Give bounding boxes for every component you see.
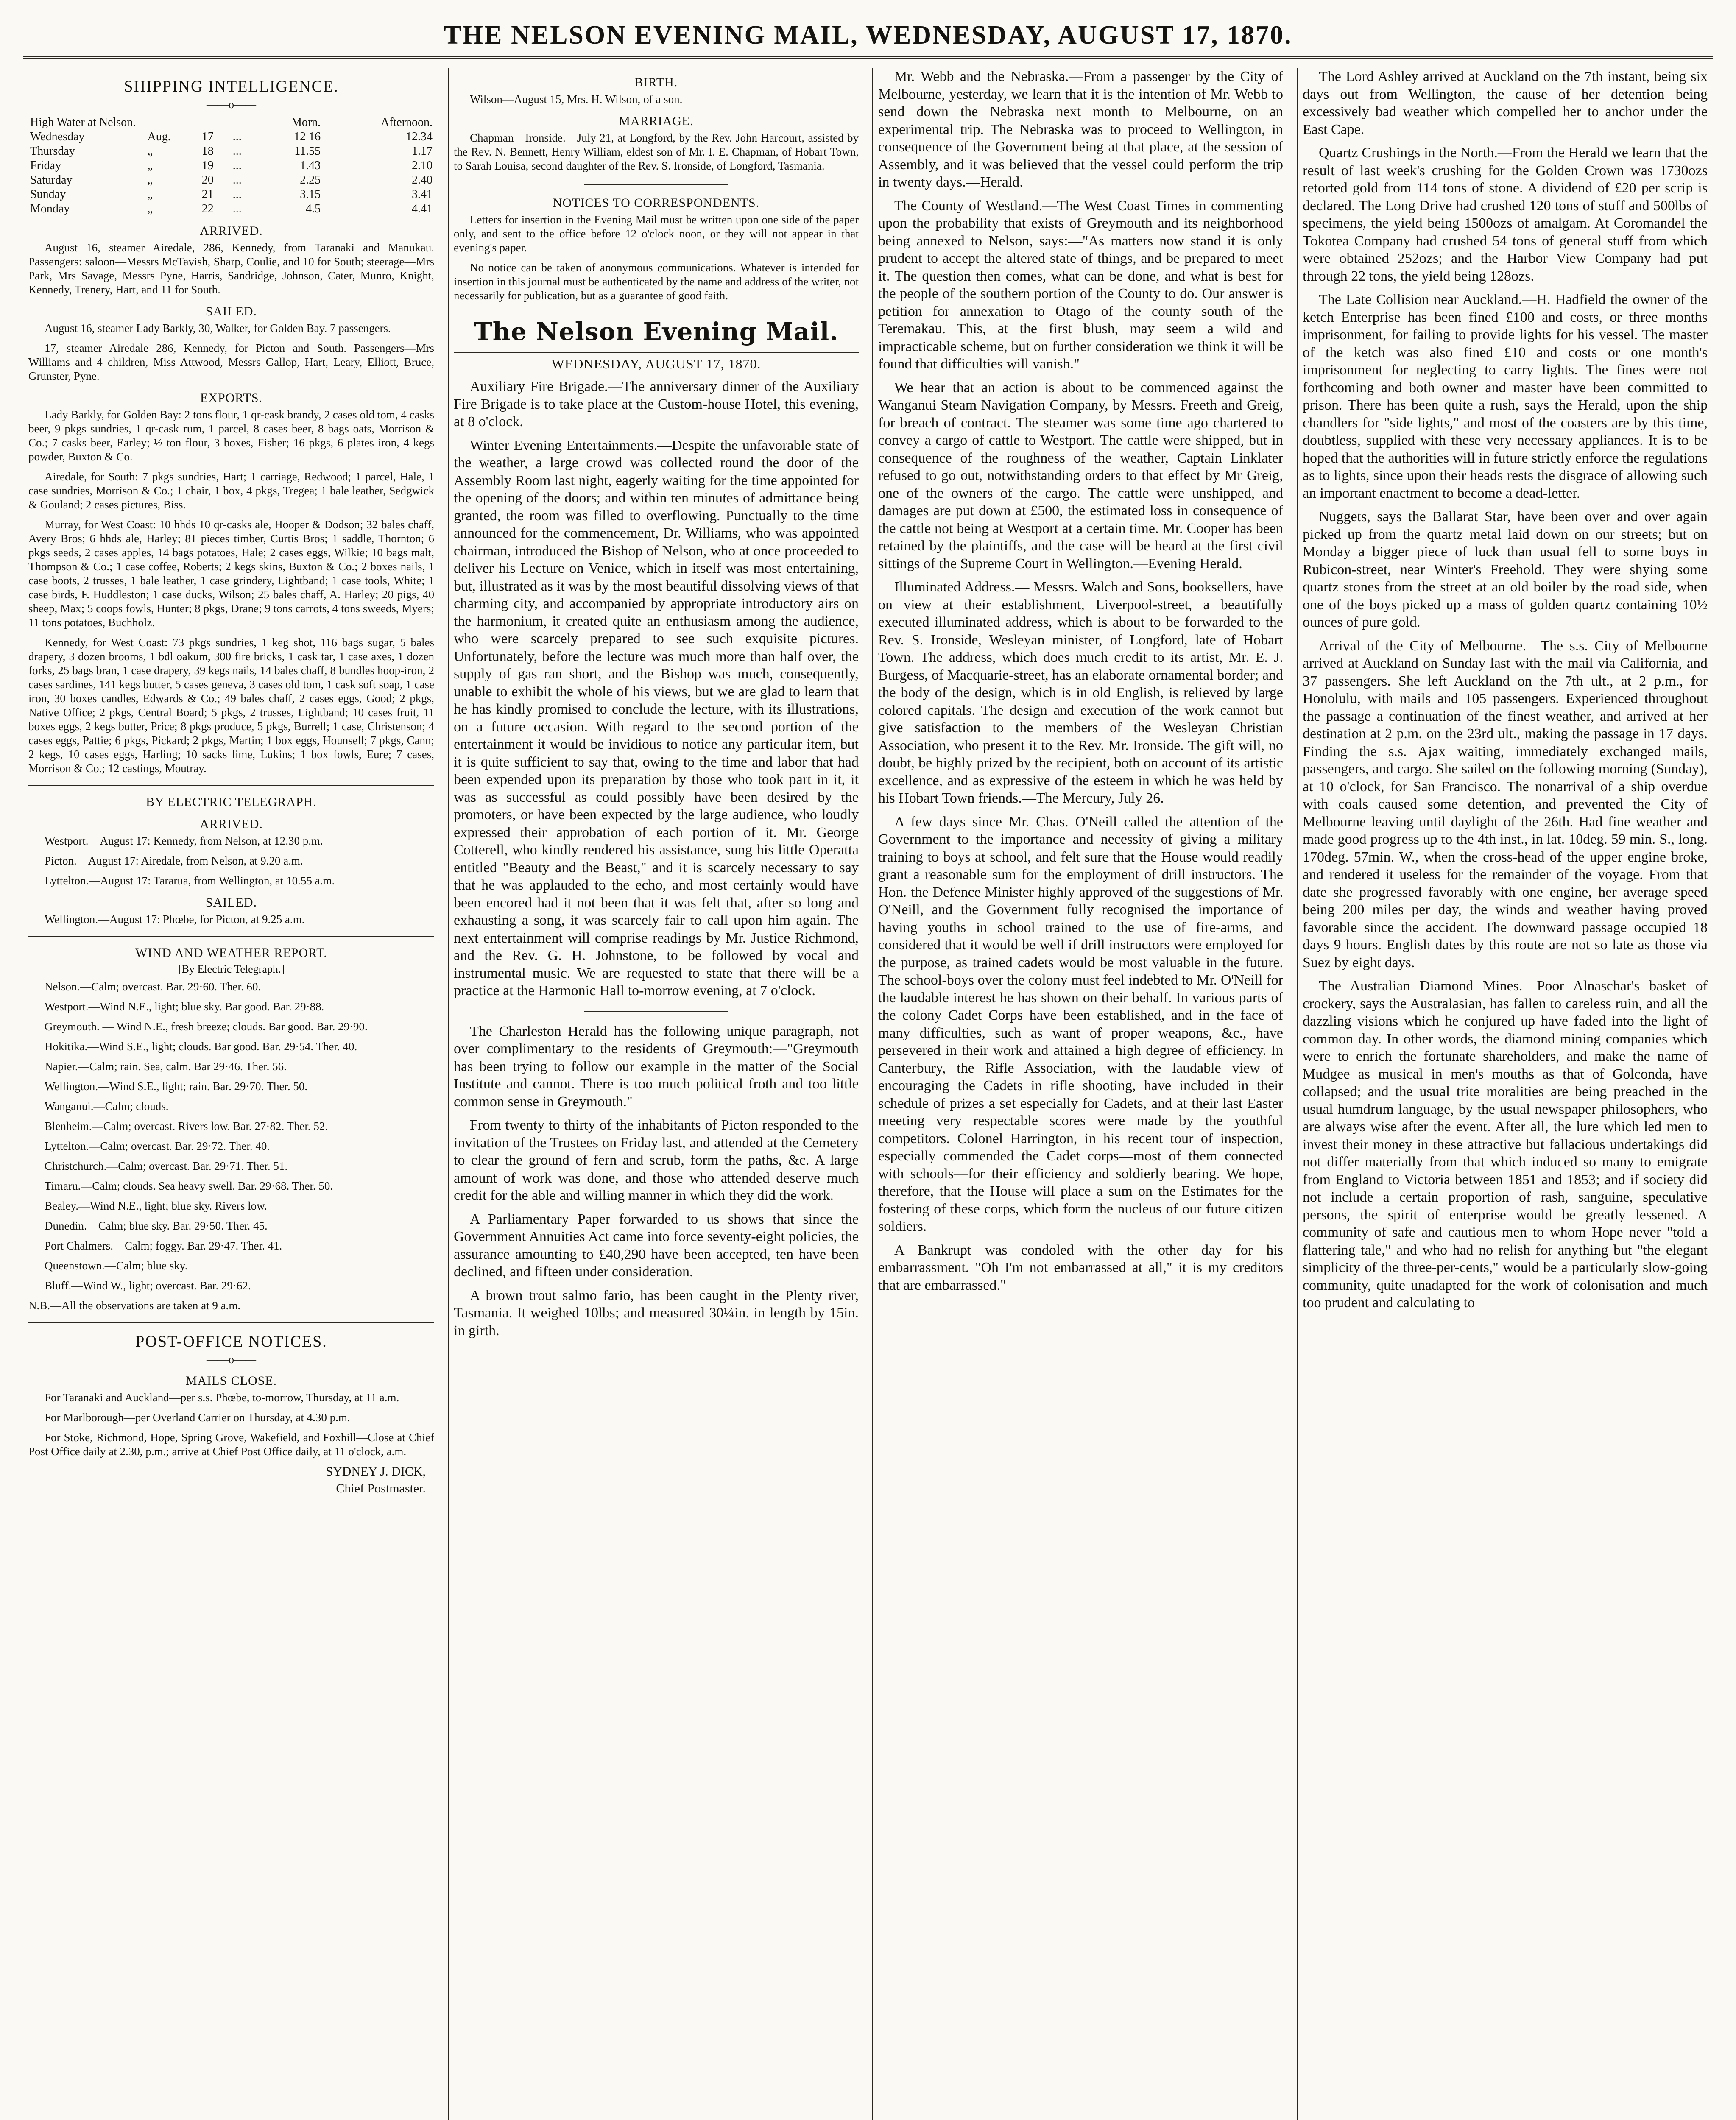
page-columns: [23, 68, 1713, 2120]
weather-title: WIND AND WEATHER REPORT.: [135, 946, 327, 960]
tide-date: 19: [201, 159, 214, 172]
tide-leader: ...: [232, 202, 242, 215]
weather-subtitle: [By Electric Telegraph.]: [178, 963, 285, 975]
weather-entry: Port Chalmers.—Calm; foggy. Bar. 29·47. Ther. 41.: [45, 1239, 282, 1252]
article-lord-ashley: The Lord Ashley arrived at Auckland on the 7th instant, being six days out from Wellington, the cause of her detention being excessively bad weather which compelled her to anchor under the East Cape.: [1303, 69, 1708, 137]
telegraph-arrived-heading: ARRIVED.: [200, 817, 263, 831]
weather-entry: Napier.—Calm; rain. Sea, calm. Bar 29·46. Ther. 56.: [45, 1060, 287, 1073]
article-parliamentary-paper: A Parliamentary Paper forwarded to us shows that since the Government Annuities Act came into force seventy-eight policies, the assurance amounting to £40,290 have been accepted, ten have been declined, and fifteen under consideration.: [454, 1211, 859, 1280]
sailed-entry: August 16, steamer Lady Barkly, 30, Walker, for Golden Bay. 7 passengers.: [45, 322, 391, 335]
telegraph-title: BY ELECTRIC TELEGRAPH.: [146, 795, 317, 809]
tide-day: Saturday: [30, 173, 73, 187]
article-diamond-mines: The Australian Diamond Mines.—Poor Alnaschar's basket of crockery, says the Australasian, has fallen to careless ruin, and all the dazzling visions which he conjured up have faded into the light of common day. In other words, the diamond mining companies which were to enrich the fortunate shareholders, and make the name of Mudgee as musical in men's mouths as that of Golconda, have collapsed; and the usual trite moralities are being preached in the usual humdrum language, by the usual newspaper philosophers, who are always wise after the event. After all, the lure which led men to invest their money in these attractive but fallacious undertakings did not differ materially from that which induced so many to emigrate from England to Victoria between 1851 and 1853; and if society did not include a certain proportion of rash, sanguine, speculative persons, the spirit of enterprise would be greatly lessened. A community of safe and cautious men to whom Hope never "told a flattering tale," and who had no relish for anything but "the elegant simplicity of the three-per-cents," would be a particularly slow-going community, quite unadapted for the work of colonisation and much too prudent and calculating to: [1303, 978, 1708, 1311]
telegraph-entry: Picton.—August 17: Airedale, from Nelson, at 9.20 a.m.: [45, 854, 303, 867]
shipping-title: SHIPPING INTELLIGENCE.: [124, 78, 339, 95]
marriage-heading: MARRIAGE.: [619, 114, 694, 128]
tide-aft: 1.17: [412, 145, 433, 158]
tide-header-label: High Water at Nelson.: [30, 116, 136, 129]
weather-entry: Hokitika.—Wind S.E., light; clouds. Bar good. Bar. 29·54. Ther. 40.: [45, 1040, 357, 1053]
tide-row: [28, 144, 434, 159]
correspondents-heading: NOTICES TO CORRESPONDENTS.: [553, 196, 760, 210]
birth-notice: Wilson—August 15, Mrs. H. Wilson, of a son.: [470, 93, 683, 106]
tide-month: „: [147, 145, 153, 158]
tide-date: 17: [201, 130, 214, 143]
weather-entry: Lyttelton.—Calm; overcast. Bar. 29·72. Ther. 40.: [45, 1140, 270, 1152]
correspondents-notice: No notice can be taken of anonymous communications. Whatever is intended for insertion in this journal must be authenticated by the name and address of the writer, not necessarily for publication, but as a guarantee of good faith.: [454, 261, 859, 302]
weather-note: N.B.—All the observations are taken at 9 a.m.: [28, 1299, 241, 1312]
tide-table: [28, 115, 434, 216]
ornament: ——o——: [207, 1353, 256, 1366]
exports-entry: Lady Barkly, for Golden Bay: 2 tons flour, 1 qr-cask brandy, 2 cases old tom, 4 casks beer, 9 pkgs sundries, 1 qr-cask rum, 1 parcel, 8 cases beer, 8 bags oats, Morrison & Co.; 7 casks beer, Earley; ½ ton flour, 3 boxes, Fisher; 16 pkgs, 6 plates iron, 4 kegs powder, Buxton & Co.: [28, 408, 434, 463]
exports-entry: Kennedy, for West Coast: 73 pkgs sundries, 1 keg shot, 116 bags sugar, 5 bales drapery, 3 dozen brooms, 1 bdl oakum, 300 fire bricks, 1 cask tar, 1 case axes, 1 dozen forks, 25 bags bran, 1 case drapery, 39 kegs nails, 14 bales chaff, 8 bundles hoop-iron, 2 cases sardines, 141 kegs butter, 5 cases geneva, 3 cases old tom, 1 cask soft soap, 1 case iron, 30 boxes candles, Edwards & Co.; 49 bales chaff, 2 cases eggs, Good; 2 pkgs, Native Office; 2 pkgs, Central Board; 5 pkgs, 2 trusses, Lightband; 10 cases fruit, 11 boxes eggs, 2 kegs butter, Price; 8 pkgs produce, 5 pkgs, Burrell; 1 case, Christenson; 4 cases eggs, Pattie; 6 pkgs, Pickard; 2 pkgs, Martin; 1 box eggs, Hounsell; 7 pkgs, Cann; 2 kegs, 10 cases eggs, Harling; 10 sacks lime, Lukins; 1 box fowls, Eure; 7 cases, Morrison & Co.; 12 castings, Moutray.: [28, 636, 434, 775]
tide-leader: ...: [232, 173, 242, 187]
arrived-text: August 16, steamer Airedale, 286, Kennedy, from Taranaki and Manukau. Passengers: saloon—Messrs McTavish, Sharp, Coulie, and 10 for South; steerage—Mrs Park, Mrs Savage, Messrs Pyne, Harris, Sandridge, Johnson, Cater, Munro, Knight, Kennedy, Trenery, Hart, and 11 for South.: [28, 241, 434, 296]
tide-month: „: [147, 188, 153, 201]
article-charleston-herald: The Charleston Herald has the following unique paragraph, not over complimentary to the residents of Greymouth:—"Greymouth has been trying to follow our example in the matter of the Social Institute and cannot. There is too much political froth and too little common sense in Greymouth.": [454, 1023, 859, 1110]
article-city-of-melbourne: Arrival of the City of Melbourne.—The s.s. City of Melbourne arrived at Auckland on Sunday last with the mail via California, and 37 passengers. She left Auckland on the 7th ult., at 2 p.m., for Honolulu, with mails and 105 passengers. Experienced throughout the passage a continuation of the finest weather, and arrived at her destination at 2 p.m. on the 23rd ult., making the passage in 17 days. Finding the s.s. Ajax waiting, immediately exchanged mails, passengers, and cargo. She sailed on the following morning (Sunday), at 10 o'clock, for San Francisco. The nonarrival of a ship overdue with coals caused some detention, and prevented the City of Melbourne leaving until daylight of the 26th. Had fine weather and made good progress up to the 4th inst., in lat. 10deg. 59 min. S., long. 170deg. 57min. W., when the cross-head of the upper engine broke, and rendered it useless for the remainder of the voyage. From that date she progressed favorably with one engine, her average speed being 200 miles per day, the winds and weather having proved favorable since the accident. The downward passage occupied 18 days 9 hours. English dates by this route are not so late as those via Suez by eight days.: [1303, 638, 1708, 971]
postmaster-name: SYDNEY J. DICK,: [326, 1464, 426, 1478]
tide-header-morn: Morn.: [291, 116, 321, 129]
tide-morn: 1.43: [300, 159, 321, 172]
article-westland: The County of Westland.—The West Coast Times in commenting upon the probability that exists of Greymouth and its neighborhood being annexed to Nelson, says:—"As matters now stand it is only prudent to accept the altered state of things, and be prepared to meet it. The question then comes, what can be done, and what is best for the people of the southern portion of the County to do. Our answer is petition for annexation to Otago of the county south of the Teremakau. This, at the first blush, may seem a wild and impracticable scheme, but on further consideration we think it will be found that difficulties will vanish.": [878, 198, 1283, 372]
weather-entry: Wellington.—Wind S.E., light; rain. Bar. 29·70. Ther. 50.: [45, 1080, 308, 1093]
tide-header-row: [28, 115, 434, 130]
tide-month: „: [147, 173, 153, 187]
weather-entry: Bealey.—Wind N.E., light; blue sky. Rivers low.: [45, 1199, 267, 1212]
article-nuggets: Nuggets, says the Ballarat Star, have been over and over again picked up from the quartz metal laid down on our streets; but on Monday a bigger piece of luck than usual fell to some boys in Rubicon-street, near Winter's Freehold. They were shying some quartz stones from the street at an old boiler by the road side, when one of the boys picked up a mass of golden quartz containing 10½ ounces of pure gold.: [1303, 509, 1708, 630]
tide-aft: 2.10: [412, 159, 433, 172]
weather-entry: Greymouth. — Wind N.E., fresh breeze; clouds. Bar good. Bar. 29·90.: [45, 1020, 368, 1033]
tide-morn: 3.15: [300, 188, 321, 201]
tide-day: Thursday: [30, 145, 75, 158]
article-winter-entertainments: Winter Evening Entertainments.—Despite the unfavorable state of the weather, a large crowd was collected round the door of the Assembly Room last night, eagerly waiting for the time appointed for the opening of the doors; and within ten minutes of admittance being granted, the room was filled to overflowing. Punctually to the time announced for the commencement, Dr. Williams, who was appointed chairman, introduced the Bishop of Nelson, who at once proceeded to deliver his Lecture on Venice, which in itself was most entertaining, but, illustrated as it was by the most beautiful dissolving views of that charming city, and accompanied by appropriate introductory airs on the harmonium, it created quite an enthusiasm among the audience, who were scarcely prepared to see such exquisite pictures. Unfortunately, before the lecture was much more than half over, the supply of gas ran short, and the Bishop was much, consequently, unable to exhibit the whole of his views, but we are glad to learn that he has kindly promised to conclude the lecture, with its illustrations, on a future occasion. With regard to the second portion of the entertainment it would be invidious to notice any particular item, but it is quite sufficient to say that, owing to the time and labor that had been expended upon its preparation by those who took part in it, it was as successful as could possibly have been desired by the promoters, or have been expected by the large audience, who loudly expressed their approbation of each portion of it. Mr. George Cotterell, who kindly rendered his assistance, sung his little Operatta entitled "Beauty and the Beast," and it is scarcely necessary to say that he was applauded to the echo, and most certainly would have been encored had it not been that it was felt that, after so long and exhausting a song, it was scarcely fair to call upon him again. The next entertainment will comprise readings by Mr. Justice Richmond, and the Rev. G. H. Johnstone, to be followed by vocal and instrumental music. We are requested to state that there will be a practice at the Harmonic Hall to-morrow evening, at 7 o'clock.: [454, 437, 859, 999]
article-drill-instructors: A few days since Mr. Chas. O'Neill called the attention of the Government to the importance and necessity of giving a military training to boys at school, and felt sure that the House would readily grant a reasonable sum for the employment of drill instructors. The Hon. the Defence Minister highly approved of the suggestions of Mr. O'Neill, and the Government fully recognised the importance of having youths in school trained to the use of fire-arms, and considered that it would be well if drill instructors were employed for the purpose, as trained cadets would be most valuable in the future. The school-boys over the colony must feel indebted to Mr. O'Neill for the laudable interest he has shown on their behalf. In various parts of the colony Cadet Corps have been established, and in the face of many difficulties, such as want of proper weapons, &c., have persevered in their work and attained a high degree of efficiency. In Canterbury, the Rifle Association, with the laudable view of encouraging the Cadets in rifle shooting, have included in their schedule of prizes a set especially for Cadets, and at their last Easter meeting very respectable scores were made by the youthful competitors. Colonel Harrington, in his recent tour of inspection, especially commended the Cadet corps—most of them connected with schools—for their efficiency and soldierly bearing. We hope, therefore, that the House will place a sum on the Estimates for the fostering of these corps, which form the nucleus of our future citizen soldiers.: [878, 814, 1283, 1234]
tide-leader: ...: [232, 159, 242, 172]
arrived-heading: ARRIVED.: [200, 224, 263, 238]
dateline: WEDNESDAY, AUGUST 17, 1870.: [454, 352, 859, 372]
tide-day: Sunday: [30, 188, 66, 201]
masthead: THE NELSON EVENING MAIL, WEDNESDAY, AUGUST 17, 1870.: [23, 17, 1713, 59]
tide-leader: ...: [232, 145, 242, 158]
tide-morn: 2.25: [300, 173, 321, 187]
paper-title: The Nelson Evening Mail.: [474, 317, 839, 346]
mail-notice: For Marlborough—per Overland Carrier on Thursday, at 4.30 p.m.: [45, 1411, 350, 1424]
post-office-title: POST-OFFICE NOTICES.: [135, 1333, 327, 1350]
telegraph-entry: Wellington.—August 17: Phœbe, for Picton, at 9.25 a.m.: [45, 913, 305, 926]
article-illuminated-address: Illuminated Address.— Messrs. Walch and Sons, booksellers, have on view at their establishment, Liverpool-street, a beautifully executed illuminated address, which is about to be forwarded to the Rev. S. Ironside, Wesleyan minister, of Longford, late of Hobart Town. The address, which does much credit to its artist, Mr. E. J. Burgess, of Macquarie-street, has an elaborate ornamental border; and the body of the design, which is in old English, is relieved by large colored capitals. The design and execution of the work cannot but give satisfaction to the members of the Wesleyan Christian Association, who present it to the Rev. Mr. Ironside. The gift will, no doubt, be highly prized by the recipient, both on account of its artistic excellence, and as expressive of the esteem in which he was held by his Hobart Town friends.—The Mercury, July 26.: [878, 579, 1283, 806]
tide-month: Aug.: [147, 130, 171, 143]
column-2: [448, 68, 864, 2120]
divider: [584, 1011, 728, 1012]
exports-entry: Murray, for West Coast: 10 hhds 10 qr-casks ale, Hooper & Dodson; 32 bales chaff, Avery Bros; 6 hhds ale, Harley; 81 pieces timber, Curtis Bros; 1 saddle, Thornton; 6 pkgs seeds, 2 cases apples, 14 bags potatoes, Hale; 2 cases eggs, Wilkie; 10 bags malt, Thompson & Co.; 1 case coffee, Roberts; 2 kegs skins, Buxton & Co.; 2 boxes nails, 1 case boots, 2 trusses, 1 bale leather, 1 case grindery, Lightband; 1 case tools, White; 1 case birds, F. Huddleston; 1 case ducks, Wilson; 25 bales chaff, A. Harley; 20 pigs, 40 sheep, Max; 5 coops fowls, Hunter; 8 pkgs, Drane; 9 tons carrots, 4 tons sweeds, Myers; 11 tons potatoes, Buchholz.: [28, 518, 434, 629]
weather-entry: Timaru.—Calm; clouds. Sea heavy swell. Bar. 29·68. Ther. 50.: [45, 1180, 333, 1192]
tide-row: [28, 187, 434, 202]
tide-row: [28, 202, 434, 216]
divider: [28, 785, 434, 786]
postmaster-title: Chief Postmaster.: [336, 1481, 426, 1495]
weather-entry: Christchurch.—Calm; overcast. Bar. 29·71. Ther. 51.: [45, 1160, 288, 1172]
tide-leader: ...: [232, 188, 242, 201]
exports-heading: EXPORTS.: [200, 391, 263, 405]
column-1: [23, 68, 439, 2120]
tide-morn: 11.55: [294, 145, 321, 158]
ornament: ——o——: [207, 98, 256, 111]
weather-entry: Queenstown.—Calm; blue sky.: [45, 1259, 188, 1272]
exports-entry: Airedale, for South: 7 pkgs sundries, Hart; 1 carriage, Redwood; 1 parcel, Hale, 1 case sundries, Morrison & Co.; 1 chair, 1 box, 4 pkgs, Tregea; 1 bale leather, Sedgwick & Gouland; 2 cases pictures, Biss.: [28, 470, 434, 511]
article-collision: The Late Collision near Auckland.—H. Hadfield the owner of the ketch Enterprise has been fined £100 and costs, or three months imprisonment, for failing to provide lights for his vessel. The master of the ketch was also fined £10 and costs or one month's imprisonment for neglecting to carry lights. The fines were not forthcoming and both owner and master have been committed to prison. There has been quite a rush, says the Herald, upon the ship chandlers for "side lights," and most of the coasters are by this time, doubtless, supplied with these very necessary appliances. It is to be hoped that the authorities will in future strictly enforce the regulations as to lights, since upon their heads rests the disgrace of allowing such an important enactment to become a dead-letter.: [1303, 292, 1708, 501]
mail-notice: For Taranaki and Auckland—per s.s. Phœbe, to-morrow, Thursday, at 11 a.m.: [45, 1391, 399, 1404]
divider: [584, 184, 728, 185]
article-nebraska: Mr. Webb and the Nebraska.—From a passenger by the City of Melbourne, yesterday, we learn that it is the intention of Mr. Webb to send down the Nebraska next month to Melbourne, on an experimental trip. The Nebraska was to proceed to Wellington, in consequence of the Government being at that place, at the session of Assembly, and it was believed that the vessel could perform the trip in twenty days.—Herald.: [878, 69, 1283, 190]
telegraph-entry: Lyttelton.—August 17: Tararua, from Wellington, at 10.55 a.m.: [45, 874, 335, 887]
mail-notice: For Stoke, Richmond, Hope, Spring Grove, Wakefield, and Foxhill—Close at Chief Post Office daily at 2.30, p.m.; arrive at Chief Post Office daily, at 11 o'clock, a.m.: [28, 1431, 434, 1458]
tide-date: 18: [201, 145, 214, 158]
article-bankrupt: A Bankrupt was condoled with the other day for his embarrassment. "Oh I'm not embarrassed at all," it is my creditors that are embarrassed.": [878, 1242, 1283, 1293]
tide-morn: 12 16: [294, 130, 321, 143]
tide-aft: 3.41: [412, 188, 433, 201]
article-brown-trout: A brown trout salmo fario, has been caught in the Plenty river, Tasmania. It weighed 10lbs; and measured 30¼in. in length by 15in. in girth.: [454, 1287, 859, 1339]
tide-row: [28, 173, 434, 187]
tide-day: Monday: [30, 202, 70, 215]
tide-aft: 2.40: [412, 173, 433, 187]
tide-row: [28, 159, 434, 173]
article-quartz-crushings: Quartz Crushings in the North.—From the Herald we learn that the result of last week's crushing for the Golden Crown was 1730ozs retorted gold from 114 tons of stone. A dividend of £20 per scrip is declared. The Long Drive had crushed 120 tons of stuff and 500lbs of specimens, the yield being 1500ozs of amalgam. At Coromandel the Tokotea Company had crushed 54 tons of general stuff from which were obtained 252ozs; and the Harbor View Company had put through 22 tons, the yield being 128ozs.: [1303, 145, 1708, 284]
weather-entry: Nelson.—Calm; overcast. Bar. 29·60. Ther. 60.: [45, 980, 261, 993]
tide-month: „: [147, 159, 153, 172]
tide-aft: 12.34: [406, 130, 433, 143]
telegraph-sailed-heading: SAILED.: [205, 895, 257, 909]
column-4: [1297, 68, 1713, 2120]
weather-entry: Westport.—Wind N.E., light; blue sky. Bar good. Bar. 29·88.: [45, 1000, 324, 1013]
mails-close-heading: MAILS CLOSE.: [185, 1374, 277, 1388]
article-action: We hear that an action is about to be commenced against the Wanganui Steam Navigation Company, by Messrs. Freeth and Greig, for breach of contract. The steamer was some time ago chartered to convey a cargo of cattle to Westport. The cattle were shipped, but in consequence of the roughness of the weather, Captain Linklater refused to go out, notwithstanding orders to that effect by Mr Greig, one of the owners of the cargo. The cattle were unshipped, and damages are put down at £500, the estimated loss in consequence of the cattle not being at Westport at a certain time. Mr. Cooper has been retained by the plaintiffs, and the case will be heard at the first civil sittings of the Supreme Court in Wellington.—Evening Herald.: [878, 379, 1283, 572]
tide-header-afternoon: Afternoon.: [380, 116, 433, 129]
weather-entry: Blenheim.—Calm; overcast. Rivers low. Bar. 27·82. Ther. 52.: [45, 1120, 328, 1133]
tide-morn: 4.5: [306, 202, 321, 215]
tide-row: [28, 130, 434, 144]
telegraph-entry: Westport.—August 17: Kennedy, from Nelson, at 12.30 p.m.: [45, 834, 323, 847]
weather-entry: Wanganui.—Calm; clouds.: [45, 1100, 169, 1113]
weather-entry: Bluff.—Wind W., light; overcast. Bar. 29·62.: [45, 1279, 251, 1292]
tide-month: „: [147, 202, 153, 215]
article-fire-brigade: Auxiliary Fire Brigade.—The anniversary dinner of the Auxiliary Fire Brigade is to take place at the Custom-house Hotel, this evening, at 8 o'clock.: [454, 379, 859, 430]
weather-entry: Dunedin.—Calm; blue sky. Bar. 29·50. Ther. 45.: [45, 1219, 268, 1232]
tide-aft: 4.41: [412, 202, 433, 215]
article-picton-cemetery: From twenty to thirty of the inhabitants of Picton responded to the invitation of the Trustees on Friday last, and attended at the Cemetery to clear the ground of fern and scrub, form the paths, &c. A large amount of work was done, and those who attended deserve much credit for the able and willing manner in which they did the work.: [454, 1117, 859, 1203]
tide-date: 21: [201, 188, 214, 201]
column-3: [872, 68, 1288, 2120]
birth-heading: BIRTH.: [634, 75, 678, 89]
marriage-notice: Chapman—Ironside.—July 21, at Longford, by the Rev. John Harcourt, assisted by the Rev. N. Bennett, Henry William, eldest son of Mr. I. E. Chapman, of Hobart Town, to Sarah Louisa, second daughter of the Rev. S. Ironside, of Longford, Tasmania.: [454, 131, 859, 172]
sailed-entry: 17, steamer Airedale 286, Kennedy, for Picton and South. Passengers—Mrs Williams and 4 children, Miss Attwood, Messrs Gallop, Hart, Leary, Elliott, Bruce, Grunster, Pyne.: [28, 342, 434, 382]
newspaper-page: [23, 17, 1713, 2120]
tide-date: 22: [201, 202, 214, 215]
divider: [28, 936, 434, 937]
tide-day: Wednesday: [30, 130, 85, 143]
tide-date: 20: [201, 173, 214, 187]
divider: [28, 1322, 434, 1323]
sailed-heading: SAILED.: [205, 304, 257, 318]
correspondents-notice: Letters for insertion in the Evening Mail must be written upon one side of the paper only, and sent to the office before 12 o'clock noon, or they will not appear in that evening's paper.: [454, 213, 859, 254]
tide-leader: ...: [232, 130, 242, 143]
tide-day: Friday: [30, 159, 61, 172]
